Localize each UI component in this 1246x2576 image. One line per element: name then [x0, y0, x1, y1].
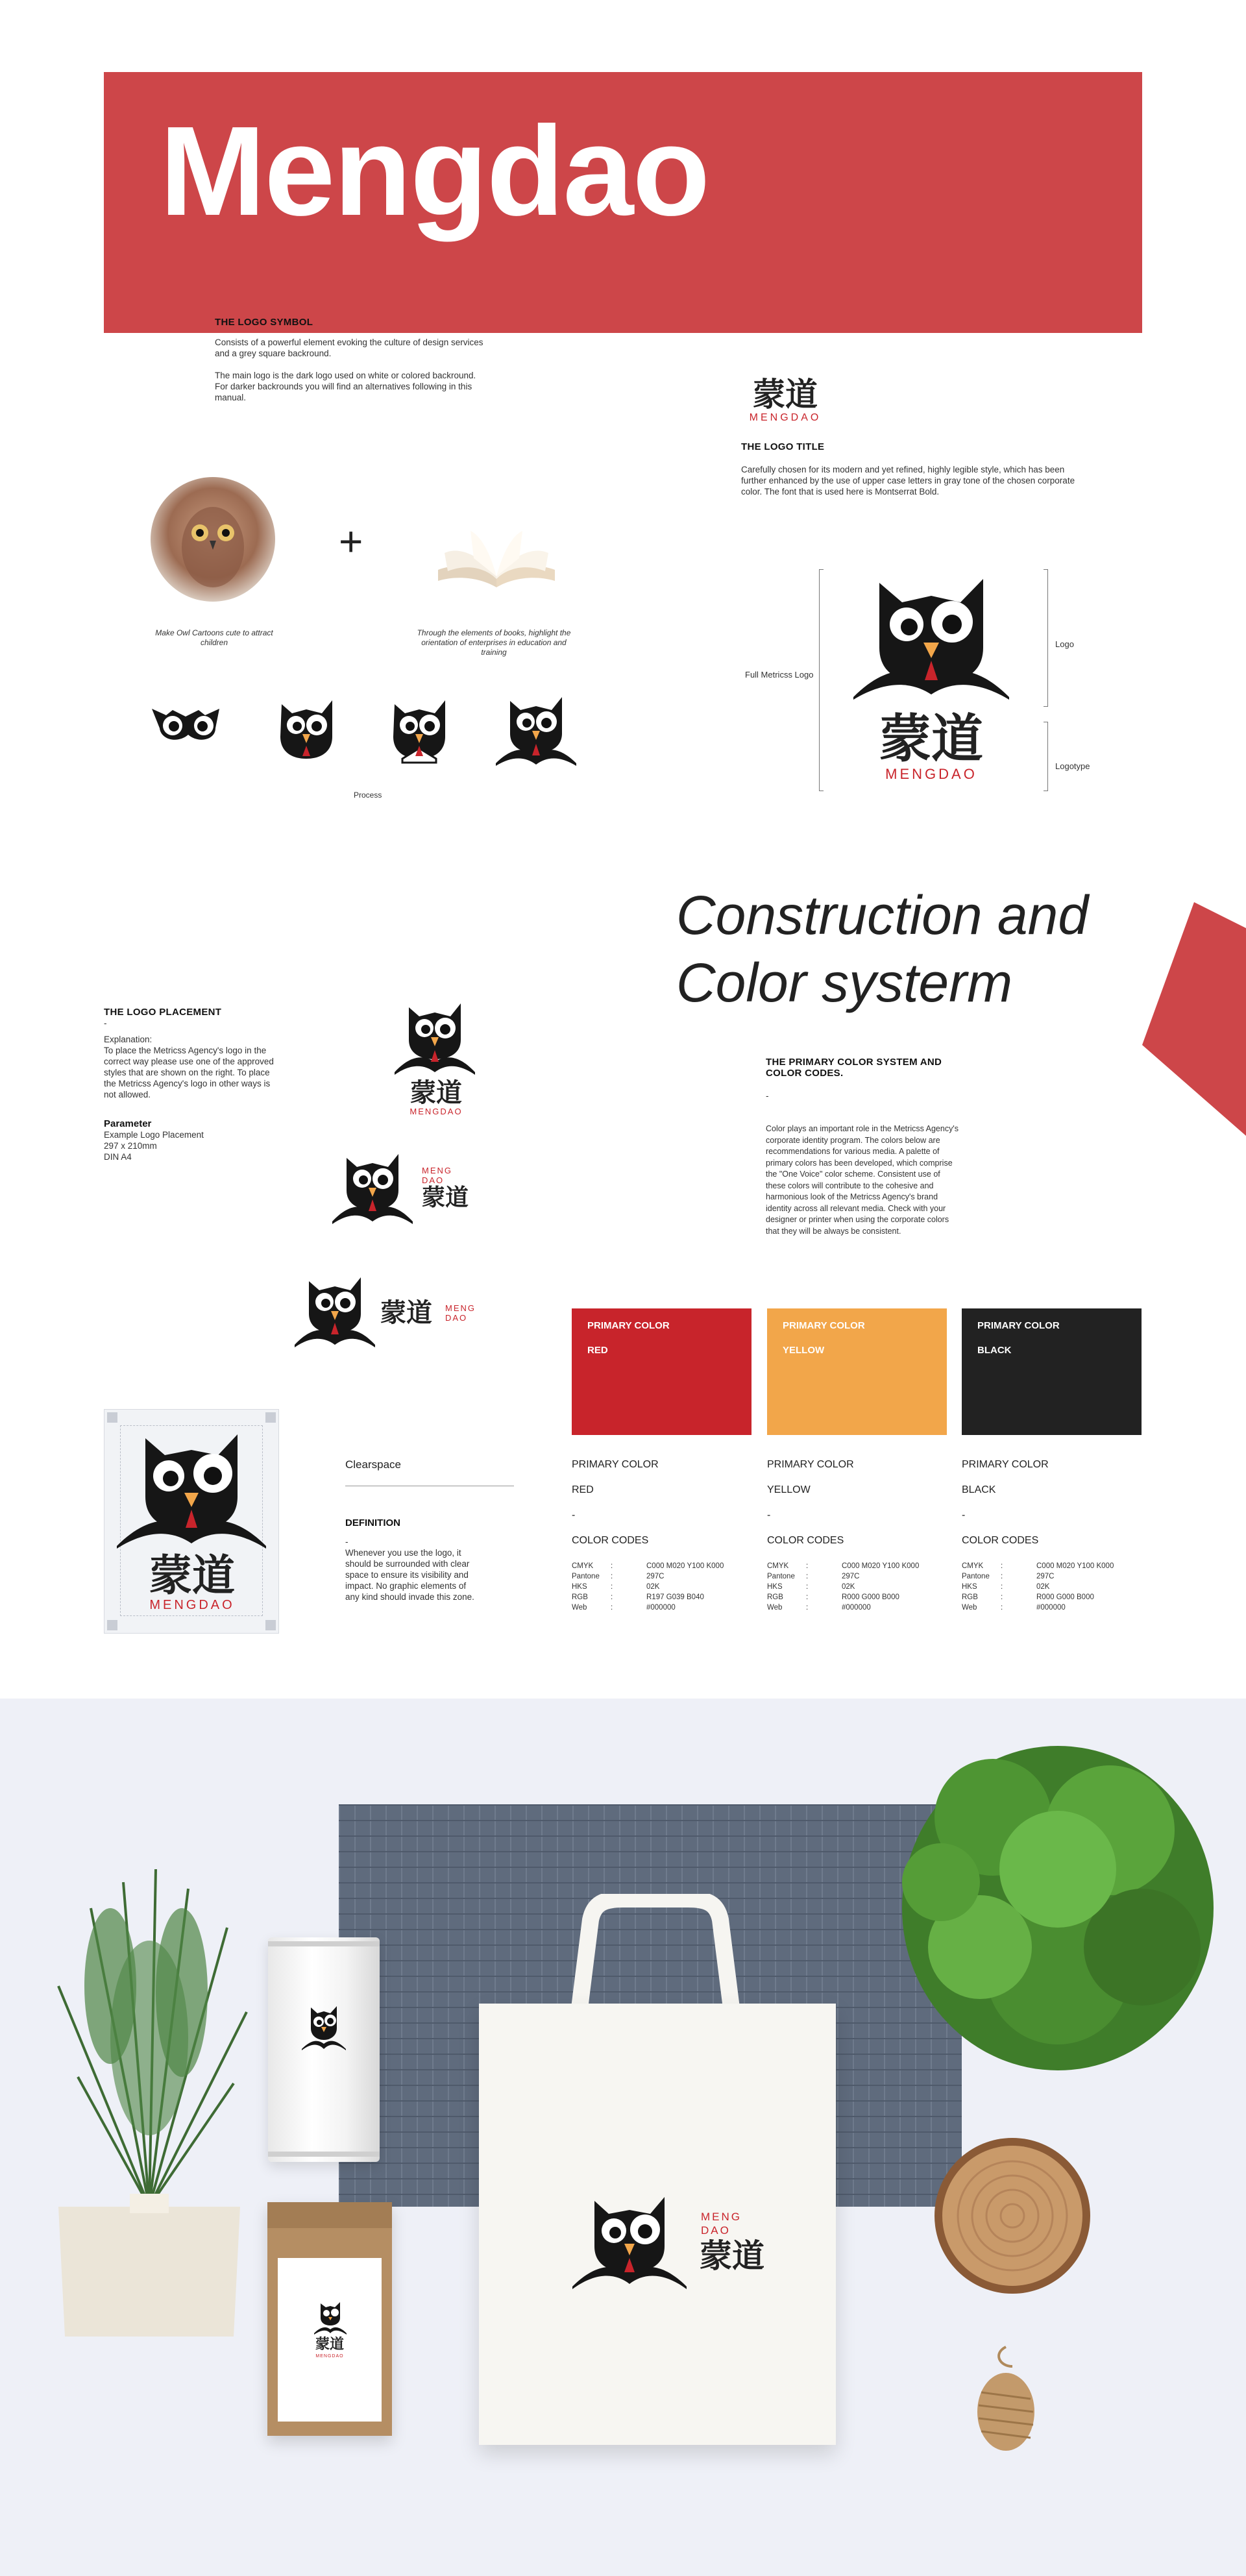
black-web-sep: :	[1001, 1604, 1003, 1612]
placement-mid-en-top: MENG	[422, 1166, 452, 1175]
tin-can-rim-bottom	[268, 2152, 380, 2157]
book-caption: Through the elements of books, highlight the orientation of enterprises in education and training	[417, 628, 571, 657]
parameter-heading: Parameter	[104, 1118, 152, 1129]
yellow-web-key: Web	[767, 1604, 783, 1612]
corner-marker-tl	[107, 1412, 117, 1423]
logo-title-section	[741, 441, 1092, 497]
herb-bundle	[39, 1869, 260, 2337]
kraft-bag-logo-icon	[314, 2300, 347, 2336]
wordmark-cn: 蒙道	[753, 376, 818, 413]
yellow-web-row	[767, 1602, 919, 1613]
primary-body: Color plays an important role in the Metricss Agency's corporate identity program. The colors below are recommendations for various media. A palette of primary colors has been developed, which comprise the "One Voice" color scheme. Consistent use of these colors will contribute to the cohesive and harmonious look of the Metricss Agency's brand identity across all relevant media. Check with your designer or printer when using the corporate colors that they will be always be consistent.	[766, 1124, 959, 1236]
black-codes	[962, 1561, 1114, 1613]
hero-banner	[104, 72, 1142, 333]
primary-dash: -	[766, 1091, 769, 1101]
red-pantone-row	[572, 1571, 724, 1582]
yellow-pantone-value: 297C	[842, 1573, 860, 1580]
owl-caption: Make Owl Cartoons cute to attract children	[155, 628, 273, 647]
red-web-value: #000000	[646, 1604, 676, 1612]
construction-line1: Construction and	[676, 885, 1089, 946]
plus-sign: +	[339, 518, 363, 565]
logotype-label: Logotype	[1055, 761, 1090, 771]
logo-label: Logo	[1055, 639, 1074, 649]
swatch-red-name: RED	[587, 1345, 608, 1356]
kraft-bag-en: MENGDAO	[315, 2354, 344, 2359]
black-hks-row	[962, 1582, 1114, 1592]
yellow-rgb-row	[767, 1592, 919, 1602]
full-logo-wordmark	[870, 711, 993, 781]
placement-mid-en-bottom: DAO	[422, 1175, 445, 1185]
logo-title-wordmark	[740, 376, 831, 423]
kraft-bag-label	[278, 2258, 382, 2422]
placement-owl-mid-icon	[330, 1153, 415, 1225]
yellow-column	[767, 1458, 854, 1547]
yellow-col-codes-title: COLOR CODES	[767, 1535, 844, 1546]
red-rgb-sep: :	[611, 1593, 613, 1601]
logo-symbol-heading: THE LOGO SYMBOL	[215, 317, 313, 328]
black-rgb-value: R000 G000 B000	[1036, 1593, 1094, 1601]
red-rgb-key: RGB	[572, 1593, 588, 1601]
logo-symbol-section	[215, 317, 487, 403]
placement-owl-vertical-icon	[392, 1000, 478, 1077]
black-col-name: BLACK	[962, 1484, 996, 1495]
construction-line2: Color systerm	[676, 952, 1013, 1013]
placement-explanation: Explanation: To place the Metricss Agency's logo in the correct way please use one of the approved styles that are shown on the right. To place the Metricss Agency's logo in other ways is not allowed.	[104, 1035, 274, 1099]
red-cmyk-key: CMYK	[572, 1562, 594, 1570]
wordmark-en: MENGDAO	[749, 412, 822, 423]
placement-owl-horizontal-icon	[292, 1276, 378, 1349]
full-logo-bracket-left	[819, 569, 824, 791]
yellow-pantone-row	[767, 1571, 919, 1582]
book-photo	[435, 519, 558, 591]
yellow-hks-value: 02K	[842, 1583, 855, 1591]
red-col-name: RED	[572, 1484, 594, 1495]
placement-heading: THE LOGO PLACEMENT	[104, 1007, 222, 1018]
swatch-black-name: BLACK	[977, 1345, 1012, 1356]
black-column	[962, 1458, 1049, 1547]
process-owl-2-icon	[383, 691, 456, 764]
logo-title-heading: THE LOGO TITLE	[741, 441, 825, 452]
tote-bag-en	[701, 2210, 742, 2237]
definition-heading: DEFINITION	[345, 1517, 400, 1528]
black-pantone-sep: :	[1001, 1573, 1003, 1580]
process-eyes-icon	[147, 702, 230, 745]
red-rgb-row	[572, 1592, 724, 1602]
yellow-rgb-key: RGB	[767, 1593, 783, 1601]
black-col-label: PRIMARY COLOR	[962, 1459, 1049, 1470]
yellow-col-name: YELLOW	[767, 1484, 811, 1495]
yellow-codes	[767, 1561, 919, 1613]
logo-symbol-para1: Consists of a powerful element evoking the culture of design services and a grey square backround.	[215, 337, 483, 358]
red-cmyk-row	[572, 1561, 724, 1571]
placement-vertical-wordmark	[396, 1079, 476, 1116]
red-hks-sep: :	[611, 1583, 613, 1591]
parameter-body: Example Logo Placement 297 x 210mm DIN A4	[104, 1130, 204, 1162]
tote-bag-logo-icon	[571, 2192, 688, 2289]
hero-title: Mengdao	[160, 100, 709, 242]
yellow-cmyk-sep: :	[806, 1562, 809, 1570]
black-col-dash: -	[962, 1510, 966, 1521]
red-hks-value: 02K	[646, 1583, 660, 1591]
yellow-cmyk-key: CMYK	[767, 1562, 789, 1570]
red-codes	[572, 1561, 724, 1613]
placement-horizontal-en-top: MENG	[445, 1303, 476, 1313]
kraft-bag-fold	[267, 2202, 392, 2228]
yellow-hks-key: HKS	[767, 1583, 783, 1591]
corner-marker-br	[265, 1620, 276, 1630]
red-col-codes-title: COLOR CODES	[572, 1535, 649, 1546]
logo-bracket-right	[1044, 569, 1048, 707]
full-logo-owl-icon	[853, 570, 1009, 700]
yellow-pantone-key: Pantone	[767, 1573, 795, 1580]
yellow-hks-sep: :	[806, 1583, 809, 1591]
placement-dash: -	[104, 1018, 107, 1028]
corner-marker-tr	[265, 1412, 276, 1423]
logo-title-body: Carefully chosen for its modern and yet refined, highly legible style, which has been further enhanced by the use of upper case letters in gray tone of the chosen corporate color. The font that is used here is Montserrat Bold.	[741, 465, 1075, 497]
clearspace-cn: 蒙道	[149, 1551, 235, 1601]
black-rgb-sep: :	[1001, 1593, 1003, 1601]
black-hks-sep: :	[1001, 1583, 1003, 1591]
definition-dash: -	[345, 1537, 348, 1547]
placement-horizontal-cn: 蒙道	[380, 1298, 432, 1328]
clearspace-owl-icon	[117, 1425, 266, 1549]
red-web-sep: :	[611, 1604, 613, 1612]
primary-color-section	[766, 1057, 960, 1237]
red-cmyk-sep: :	[611, 1562, 613, 1570]
red-web-row	[572, 1602, 724, 1613]
black-pantone-row	[962, 1571, 1114, 1582]
yellow-web-sep: :	[806, 1604, 809, 1612]
yellow-rgb-value: R000 G000 B000	[842, 1593, 899, 1601]
tin-can-logo-icon	[300, 2002, 347, 2053]
red-pantone-sep: :	[611, 1573, 613, 1580]
full-logo-label: Full Metricss Logo	[745, 670, 814, 680]
swatch-yellow	[767, 1308, 947, 1435]
black-web-row	[962, 1602, 1114, 1613]
black-hks-key: HKS	[962, 1583, 977, 1591]
red-col-label: PRIMARY COLOR	[572, 1459, 659, 1470]
yellow-cmyk-value: C000 M020 Y100 K000	[842, 1562, 920, 1570]
black-cmyk-key: CMYK	[962, 1562, 984, 1570]
red-column	[572, 1458, 659, 1547]
red-web-key: Web	[572, 1604, 587, 1612]
yellow-web-value: #000000	[842, 1604, 871, 1612]
swatch-black	[962, 1308, 1142, 1435]
swatch-yellow-name: YELLOW	[783, 1345, 825, 1356]
black-rgb-row	[962, 1592, 1114, 1602]
placement-mid-wordmark	[422, 1166, 469, 1211]
tin-can	[268, 1937, 380, 2162]
red-pantone-key: Pantone	[572, 1573, 600, 1580]
logo-symbol-para2: The main logo is the dark logo used on white or colored backround. For darker backrounds you will find an alternatives following in this manual.	[215, 371, 476, 402]
corner-marker-bl	[107, 1620, 117, 1630]
red-rgb-value: R197 G039 B040	[646, 1593, 704, 1601]
swatch-red-label: PRIMARY COLOR	[587, 1320, 670, 1331]
process-label: Process	[354, 791, 382, 800]
placement-horizontal-en	[445, 1303, 476, 1323]
swatch-yellow-label: PRIMARY COLOR	[783, 1320, 865, 1331]
red-hks-row	[572, 1582, 724, 1592]
parsley-plant	[863, 1700, 1246, 2103]
placement-mid-cn: 蒙道	[422, 1184, 469, 1211]
placement-horizontal-en-bottom: DAO	[445, 1313, 468, 1323]
clearspace-title: Clearspace	[345, 1458, 401, 1471]
black-web-key: Web	[962, 1604, 977, 1612]
red-corner-shape	[1142, 902, 1246, 1136]
yellow-rgb-sep: :	[806, 1593, 809, 1601]
clearspace-wordmark	[127, 1553, 257, 1612]
red-pantone-value: 297C	[646, 1573, 665, 1580]
yellow-col-dash: -	[767, 1510, 771, 1521]
tote-bag-en-top: MENG	[701, 2211, 742, 2223]
kraft-bag	[267, 2202, 392, 2436]
wood-slice	[932, 2135, 1093, 2296]
process-owl-1-icon	[270, 691, 343, 764]
black-web-value: #000000	[1036, 1604, 1066, 1612]
yellow-hks-row	[767, 1582, 919, 1592]
yellow-cmyk-row	[767, 1561, 919, 1571]
placement-section	[104, 1007, 279, 1162]
full-logo-en: MENGDAO	[885, 766, 977, 782]
black-pantone-value: 297C	[1036, 1573, 1055, 1580]
clearspace-text-section	[345, 1458, 514, 1602]
black-cmyk-value: C000 M020 Y100 K000	[1036, 1562, 1114, 1570]
definition-body: Whenever you use the logo, it should be surrounded with clear space to ensure its visibility and impact. No graphic elements of any kind should invade this zone.	[345, 1548, 474, 1602]
black-rgb-key: RGB	[962, 1593, 978, 1601]
owl-photo	[149, 476, 276, 603]
yellow-col-label: PRIMARY COLOR	[767, 1459, 854, 1470]
black-pantone-key: Pantone	[962, 1573, 990, 1580]
primary-heading: THE PRIMARY COLOR SYSTEM AND COLOR CODES.	[766, 1057, 942, 1079]
construction-title	[676, 881, 1088, 1016]
process-owl-3-icon	[493, 688, 579, 768]
twine-spool	[967, 2340, 1045, 2464]
tin-can-rim-top	[268, 1941, 380, 1946]
yellow-pantone-sep: :	[806, 1573, 809, 1580]
red-cmyk-value: C000 M020 Y100 K000	[646, 1562, 724, 1570]
swatch-red	[572, 1308, 751, 1435]
tote-bag-en-bottom: DAO	[701, 2224, 731, 2237]
black-hks-value: 02K	[1036, 1583, 1050, 1591]
red-col-dash: -	[572, 1510, 576, 1521]
black-cmyk-row	[962, 1561, 1114, 1571]
black-col-codes-title: COLOR CODES	[962, 1535, 1039, 1546]
tote-bag-cn: 蒙道	[700, 2237, 764, 2275]
clearspace-en: MENGDAO	[149, 1598, 235, 1612]
logotype-bracket-right	[1044, 722, 1048, 791]
kraft-bag-cn: 蒙道	[315, 2337, 344, 2353]
placement-vertical-en: MENGDAO	[409, 1107, 463, 1116]
full-logo-cn: 蒙道	[879, 709, 983, 769]
black-cmyk-sep: :	[1001, 1562, 1003, 1570]
placement-vertical-cn: 蒙道	[410, 1078, 462, 1108]
red-hks-key: HKS	[572, 1583, 587, 1591]
tote-bag	[479, 2004, 836, 2445]
swatch-black-label: PRIMARY COLOR	[977, 1320, 1060, 1331]
